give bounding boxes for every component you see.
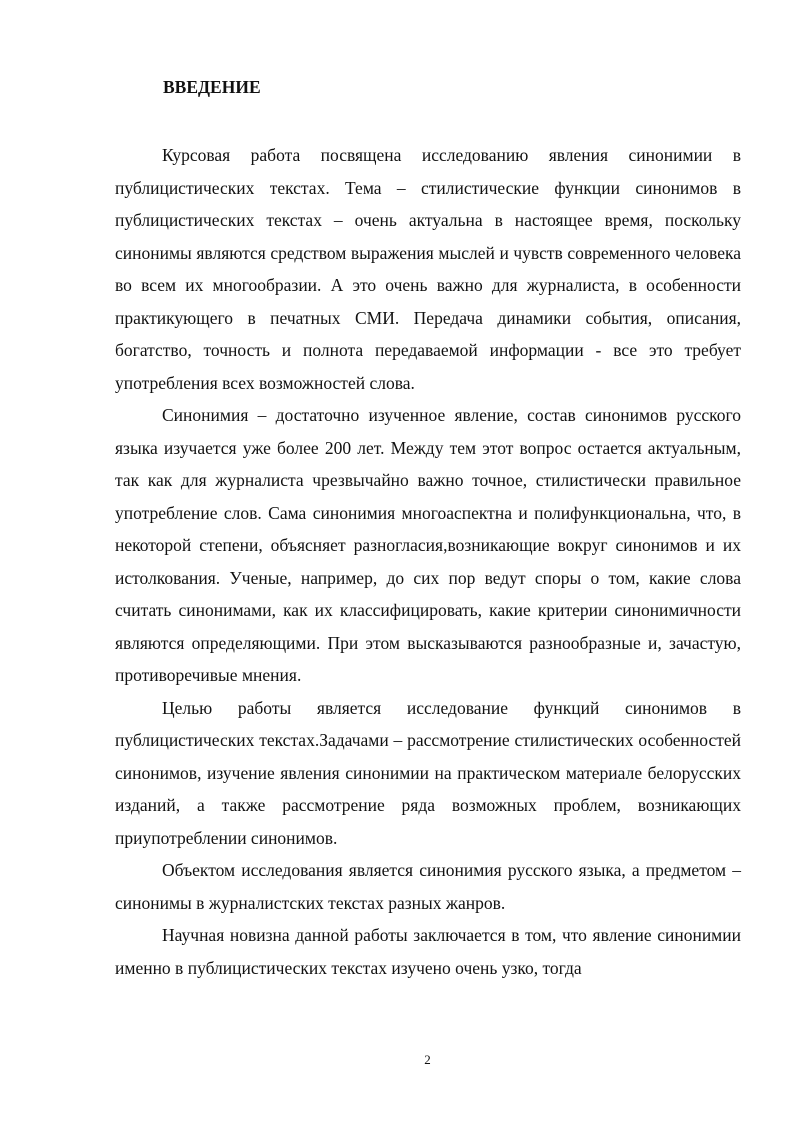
section-heading: ВВЕДЕНИЕ bbox=[163, 77, 261, 97]
paragraph: Синонимия – достаточно изученное явление, состав синонимов русского языка изучается уже более 200 лет. Между тем этот вопрос остается актуальным, так как для журналиста чрезвычайно важно точное, стилистически правильное употребление слов. Сама синонимия многоаспектна и полифункциональна, что, в некоторой степени, объясняет разногласия,возникающие вокруг синонимов и их истолкования. Ученые, например, до сих пор ведут споры о том, какие слова считать синонимами, как их классифицировать, какие критерии синонимичности являются определяющими. При этом высказываются разнообразные и, зачастую, противоречивые мнения. bbox=[115, 405, 741, 685]
body-text bbox=[115, 139, 741, 984]
paragraph: Объектом исследования является синонимия русского языка, а предметом – синонимы в журналистских текстах разных жанров. bbox=[115, 860, 741, 913]
paragraph: Научная новизна данной работы заключается в том, что явление синонимии именно в публицистических текстах изучено очень узко, тогда bbox=[115, 925, 741, 978]
paragraph: Курсовая работа посвящена исследованию явления синонимии в публицистических текстах. Тема – стилистические функции синонимов в публицистических текстах – очень актуальна в настоящее время, поскольку синонимы являются средством выражения мыслей и чувств современного человека во всем их многообразии. А это очень важно для журналиста, в особенности практикующего в печатных СМИ. Передача динамики события, описания, богатство, точность и полнота передаваемой информации - все это требует употребления всех возможностей слова. bbox=[115, 145, 741, 393]
page-number: 2 bbox=[424, 1052, 431, 1067]
paragraph: Целью работы является исследование функций синонимов в публицистических текстах.Задачами – рассмотрение стилистических особенностей синонимов, изучение явления синонимии на практическом материале белорусских изданий, а также рассмотрение ряда возможных проблем, возникающих приупотреблении синонимов. bbox=[115, 697, 741, 848]
